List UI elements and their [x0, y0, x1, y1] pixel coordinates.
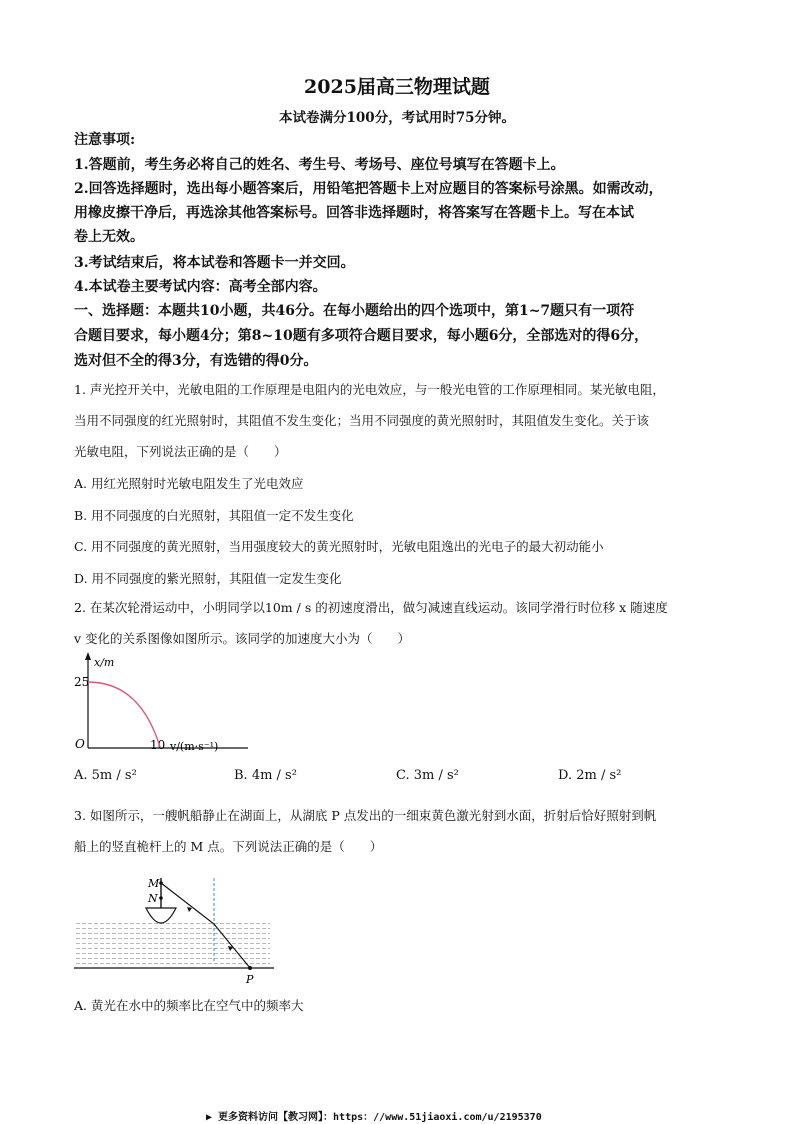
boat-hull	[146, 908, 176, 923]
x-v-graph	[60, 650, 280, 760]
question-2-option-c: C. 3m / s²	[396, 768, 459, 783]
question-2-option-a: A. 5m / s²	[74, 768, 137, 783]
y-axis-label: x/m	[94, 656, 115, 669]
ray-arrow-air	[187, 907, 192, 912]
notice-item: 用橡皮擦干净后，再选涂其他答案标号。回答非选择题时，将答案写在答题卡上。写在本试	[74, 205, 634, 221]
notice-item: 1.答题前，考生务必将自己的姓名、考生号、考场号、座位号填写在答题卡上。	[74, 157, 565, 173]
section-heading-line: 选对但不全的得3分，有选错的得0分。	[74, 353, 318, 369]
notice-item: 3.考试结束后，将本试卷和答题卡一并交回。	[74, 255, 355, 271]
notice-heading: 注意事项:	[74, 132, 136, 148]
question-3-option-a: A. 黄光在水中的频率比在空气中的频率大	[74, 998, 304, 1013]
label-p: P	[246, 973, 254, 986]
notice-item: 4.本试卷主要考试内容：高考全部内容。	[74, 279, 327, 295]
x-tick-label: 10	[150, 738, 166, 752]
question-1-option-c: C. 用不同强度的黄光照射，当用强度较大的黄光照射时，光敏电阻逸出的光电子的最大初动能小	[74, 539, 604, 554]
notice-item: 2.回答选择题时，选出每小题答案后，用铅笔把答题卡上对应题目的答案标号涂黑。如需改动，	[74, 181, 663, 197]
question-2-text: 2. 在某次轮滑运动中，小明同学以10m / s 的初速度滑出，做匀减速直线运动。该同学滑行时位移 x 随速度	[74, 600, 668, 615]
question-2-option-b: B. 4m / s²	[234, 768, 297, 783]
question-1-option-d: D. 用不同强度的紫光照射，其阻值一定发生变化	[74, 571, 342, 586]
origin-label: O	[75, 737, 85, 751]
sailboat-figure	[70, 866, 280, 988]
question-1-text: 光敏电阻，下列说法正确的是（ ）	[74, 444, 287, 459]
y-axis-arrow	[85, 652, 91, 660]
label-n: N	[148, 892, 158, 905]
label-m: M	[148, 877, 160, 890]
point-p	[248, 966, 252, 970]
question-1-text: 1. 声光控开关中，光敏电阻的工作原理是电阻内的光电效应，与一般光电管的工作原理相同。某光敏电阻，	[74, 382, 665, 397]
notice-item: 卷上无效。	[74, 229, 144, 245]
question-1-option-b: B. 用不同强度的白光照射，其阻值一定不发生变化	[74, 508, 354, 523]
question-1-text: 当用不同强度的红光照射时，其阻值不发生变化；当用不同强度的黄光照射时，其阻值发生变化。关于该	[74, 413, 650, 428]
question-2-text: v 变化的关系图像如图所示。该同学的加速度大小为（ ）	[74, 631, 411, 646]
question-3-text: 3. 如图所示，一艘帆船静止在湖面上，从湖底 P 点发出的一细束黄色激光射到水面，折射后恰好照射到帆	[74, 808, 657, 823]
question-1-option-a: A. 用红光照射时光敏电阻发生了光电效应	[74, 476, 304, 491]
section-heading-line: 合题目要求，每小题4分；第8~10题有多项符合题目要求，每小题6分，全部选对的得6分，	[74, 328, 649, 344]
question-3-text: 船上的竖直桅杆上的 M 点。下列说法正确的是（ ）	[74, 839, 383, 854]
question-2-option-d: D. 2m / s²	[558, 768, 622, 783]
y-tick-label: 25	[74, 675, 90, 689]
water-region	[74, 922, 270, 968]
x-axis-label: v/(m·s⁻¹)	[170, 740, 219, 753]
footer-link[interactable]: ▶ 更多资料访问【教习网】：https：//www.51jiaoxi.com/u/2195370	[206, 1112, 542, 1123]
section-heading-line: 一、选择题：本题共10小题，共46分。在每小题给出的四个选项中，第1~7题只有一项符	[74, 303, 635, 319]
point-n	[159, 896, 163, 900]
exam-info: 本试卷满分100分，考试用时75分钟。	[279, 110, 515, 126]
page-title: 2025届高三物理试题	[304, 76, 490, 98]
